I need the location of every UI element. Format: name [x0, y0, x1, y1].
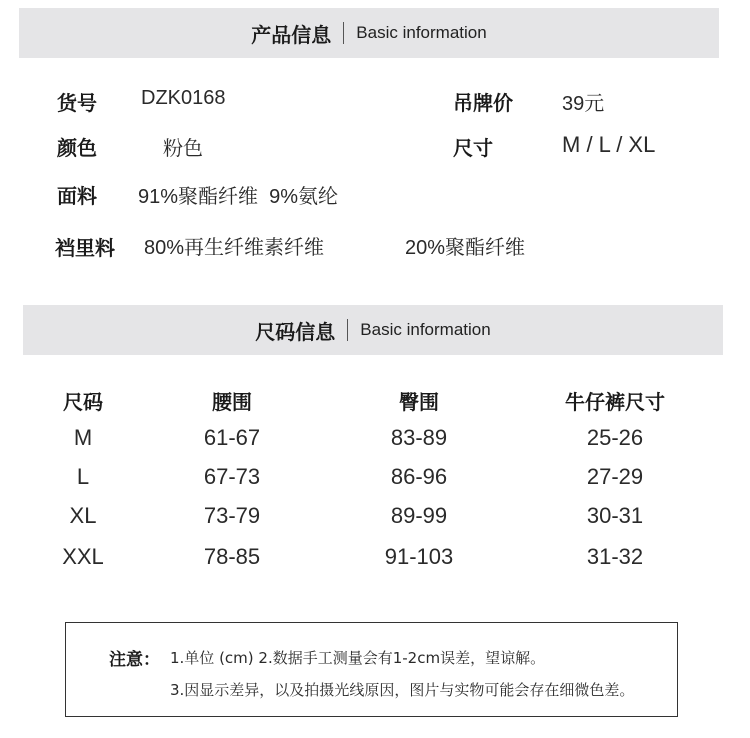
table-cell-hip: 91-103 — [384, 544, 454, 569]
table-cell-size: XL — [69, 503, 97, 528]
size-info-banner — [23, 305, 723, 355]
notes-box — [65, 622, 678, 717]
table-cell-jeans-size: 25-26 — [586, 425, 644, 450]
notes-line-1: 1.单位 (cm) 2.数据手工测量会有1-2cm误差，望谅解。 — [170, 649, 546, 667]
lining-label: 裆里料 — [55, 236, 115, 260]
table-cell-size: XXL — [62, 544, 104, 569]
table-row — [0, 503, 750, 533]
lining-value-1: 80%再生纤维素纤维 — [144, 237, 325, 259]
size-table-header-size: 尺码 — [63, 390, 103, 414]
sku-label: 货号 — [57, 91, 97, 115]
sku-value: DZK0168 — [141, 87, 226, 109]
price-label: 吊牌价 — [453, 91, 513, 115]
price-value: 39元 — [562, 93, 605, 115]
table-cell-jeans-size: 30-31 — [586, 503, 644, 528]
size-table-header-jeans-size: 牛仔裤尺寸 — [565, 390, 665, 414]
table-cell-jeans-size: 27-29 — [586, 464, 644, 489]
fabric-label: 面料 — [57, 184, 97, 208]
table-cell-waist: 61-67 — [203, 425, 261, 450]
table-cell-waist: 73-79 — [203, 503, 261, 528]
table-row — [0, 425, 750, 455]
notes-line-2: 3.因显示差异，以及拍摄光线原因，图片与实物可能会存在细微色差。 — [170, 681, 635, 699]
table-cell-hip: 86-96 — [390, 464, 448, 489]
notes-title: 注意： — [109, 650, 160, 670]
size-table-header-waist: 腰围 — [212, 390, 252, 414]
table-cell-hip: 89-99 — [390, 503, 448, 528]
banner-divider — [343, 22, 344, 44]
table-row — [0, 464, 750, 494]
table-row — [0, 544, 750, 574]
banner-divider — [347, 319, 348, 341]
size-label: 尺寸 — [453, 136, 493, 160]
lining-value-2: 20%聚酯纤维 — [405, 237, 526, 259]
size-table-header-hip: 臀围 — [399, 390, 439, 414]
size-info-title: 尺码信息 — [255, 319, 336, 344]
table-cell-waist: 67-73 — [203, 464, 261, 489]
product-info-banner — [19, 8, 719, 58]
color-value: 粉色 — [163, 138, 203, 160]
fabric-value: 91%聚酯纤维 9%氨纶 — [138, 186, 339, 208]
size-value: M / L / XL — [562, 132, 656, 157]
table-cell-waist: 78-85 — [203, 544, 261, 569]
product-info-title: 产品信息 — [251, 22, 332, 47]
table-cell-size: L — [76, 464, 90, 489]
table-cell-size: M — [73, 425, 93, 450]
color-label: 颜色 — [57, 136, 97, 160]
table-cell-hip: 83-89 — [390, 425, 448, 450]
table-cell-jeans-size: 31-32 — [586, 544, 644, 569]
product-info-subtitle: Basic information — [356, 23, 487, 42]
size-info-subtitle: Basic information — [360, 320, 491, 339]
